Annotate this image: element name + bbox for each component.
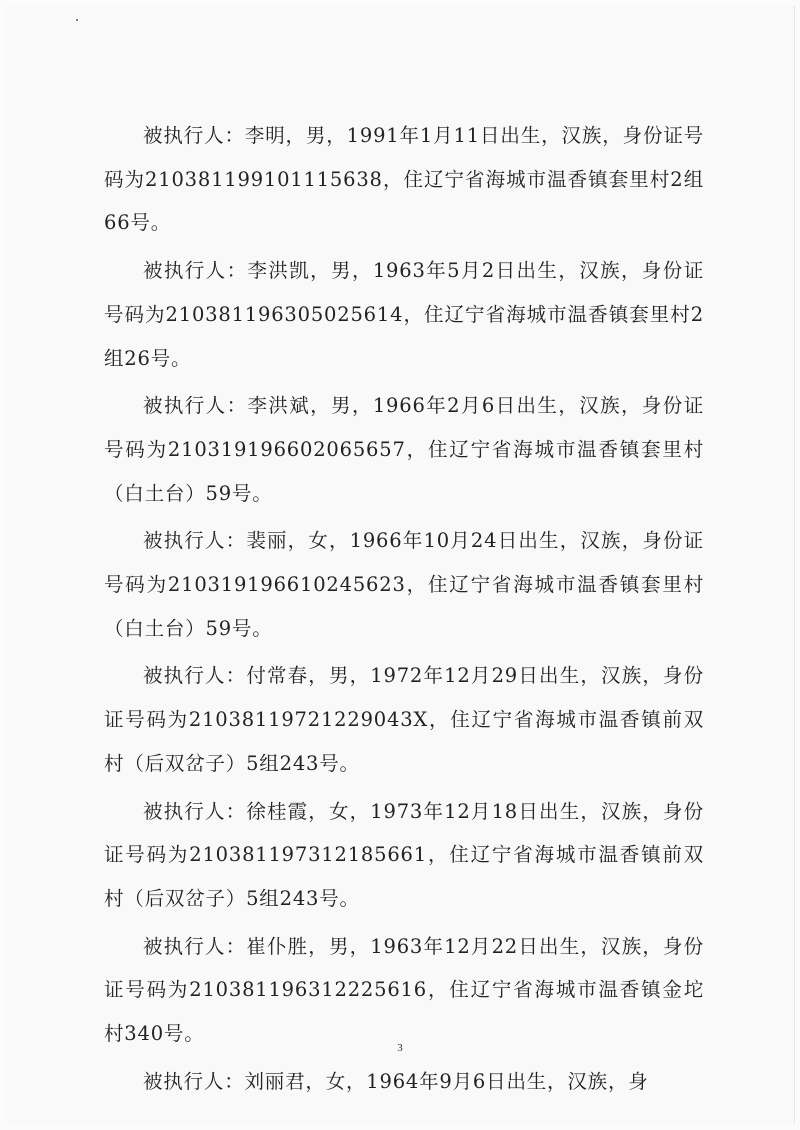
paragraph-respondent-2: 被执行人：李洪凯，男，1963年5月2日出生，汉族，身份证号码为210381196305025614，住辽宁省海城市温香镇套里村2组26号。 (104, 259, 704, 370)
document-body (104, 114, 704, 1107)
scan-speck (76, 19, 78, 21)
paragraph-respondent-6: 被执行人：徐桂霞，女，1973年12月18日出生，汉族，身份证号码为210381197312185661，住辽宁省海城市温香镇前双村（后双岔子）5组243号。 (104, 799, 704, 910)
paragraph-respondent-8: 被执行人：刘丽君，女，1964年9月6日出生，汉族，身 (143, 1069, 649, 1093)
page-number: 3 (397, 1042, 403, 1054)
paragraph-respondent-5: 被执行人：付常春，男，1972年12月29日出生，汉族，身份证号码为21038119721229043X，住辽宁省海城市温香镇前双村（后双岔子）5组243号。 (104, 664, 704, 775)
paragraph-respondent-1: 被执行人：李明，男，1991年1月11日出生，汉族，身份证号码为210381199101115638，住辽宁省海城市温香镇套里村2组66号。 (104, 124, 704, 235)
paragraph-respondent-3: 被执行人：李洪斌，男，1966年2月6日出生，汉族，身份证号码为210319196602065657，住辽宁省海城市温香镇套里村（白土台）59号。 (104, 394, 704, 505)
paragraph-respondent-7: 被执行人：崔仆胜，男，1963年12月22日出生，汉族，身份证号码为210381196312225616，住辽宁省海城市温香镇金坨村340号。 (104, 934, 704, 1046)
paragraph-respondent-4: 被执行人：裴丽，女，1966年10月24日出生，汉族，身份证号码为210319196610245623，住辽宁省海城市温香镇套里村（白土台）59号。 (104, 529, 704, 640)
